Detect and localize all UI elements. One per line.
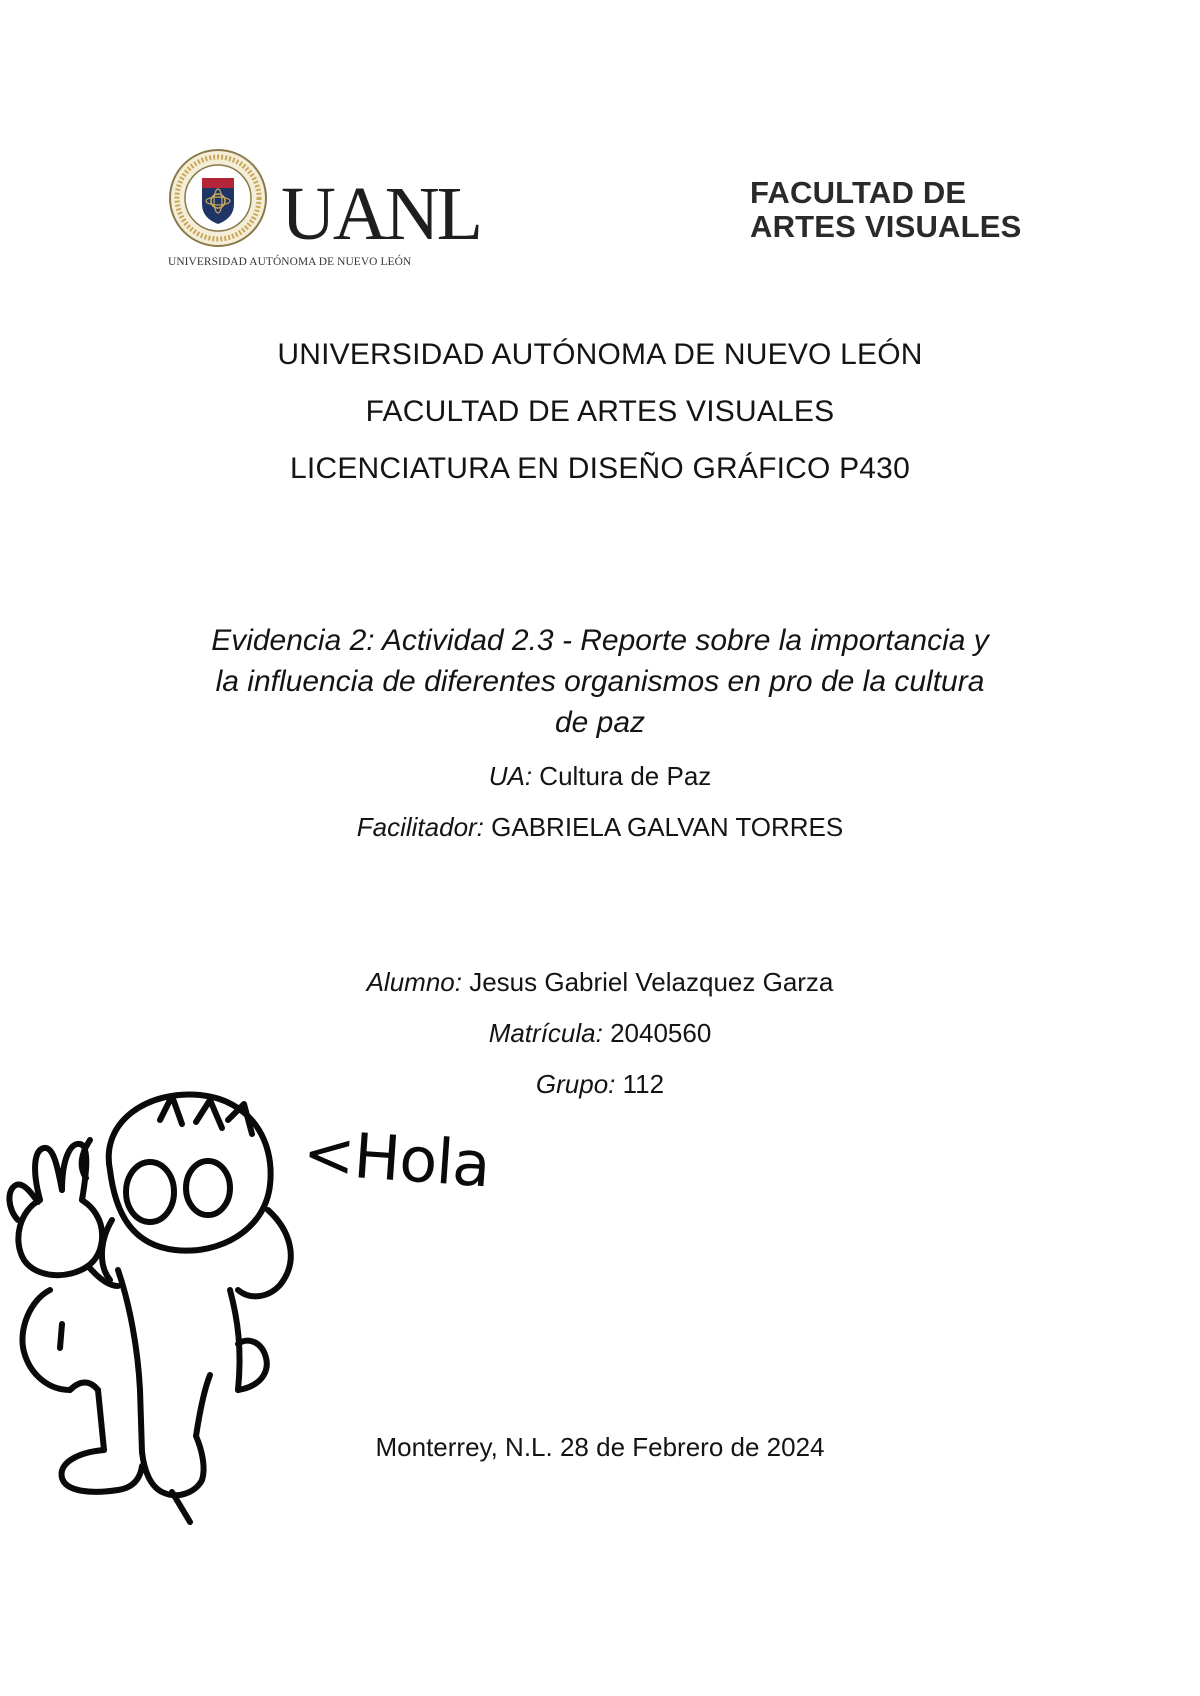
faculty-name: FACULTAD DE ARTES VISUALES xyxy=(365,395,835,428)
student-id-field xyxy=(0,1018,1200,1049)
faculty-logo-line2: ARTES VISUALES xyxy=(750,209,1022,244)
facilitator-label: Facilitador: xyxy=(356,812,484,842)
assignment-title-line2: la influencia de diferentes organismos en pro de la cultura xyxy=(215,665,985,698)
speech-text: <Hola xyxy=(300,1115,493,1202)
student-group-label: Grupo: xyxy=(535,1069,616,1099)
student-id-label: Matrícula: xyxy=(488,1018,603,1048)
uanl-logo xyxy=(168,148,481,274)
assignment-title-line3: de paz xyxy=(554,706,646,739)
ua-field xyxy=(0,761,1200,792)
place-date: Monterrey, N.L. 28 de Febrero de 2024 xyxy=(375,1432,825,1462)
student-id-value: 2040560 xyxy=(610,1018,712,1048)
university-name: UNIVERSIDAD AUTÓNOMA DE NUEVO LEÓN xyxy=(277,338,923,371)
facilitator-field xyxy=(0,812,1200,843)
faculty-logo-line1: FACULTAD DE xyxy=(750,175,967,210)
program-name: LICENCIATURA EN DISEÑO GRÁFICO P430 xyxy=(290,452,910,485)
uanl-seal-icon xyxy=(168,148,268,248)
assignment-title-line1: Evidencia 2: Actividad 2.3 - Reporte sobre la importancia y xyxy=(211,624,989,657)
student-group-value: 112 xyxy=(622,1069,665,1099)
uanl-logo-subtitle: UNIVERSIDAD AUTÓNOMA DE NUEVO LEÓN xyxy=(168,256,412,268)
student-name-field xyxy=(0,967,1200,998)
student-name-value: Jesus Gabriel Velazquez Garza xyxy=(469,967,834,997)
faculty-logo xyxy=(750,176,1022,244)
ua-label: UA: xyxy=(488,761,533,791)
uanl-wordmark: UANL xyxy=(281,172,481,256)
ua-value: Cultura de Paz xyxy=(539,761,712,791)
student-name-label: Alumno: xyxy=(366,967,462,997)
facilitator-value: GABRIELA GALVAN TORRES xyxy=(491,812,844,842)
